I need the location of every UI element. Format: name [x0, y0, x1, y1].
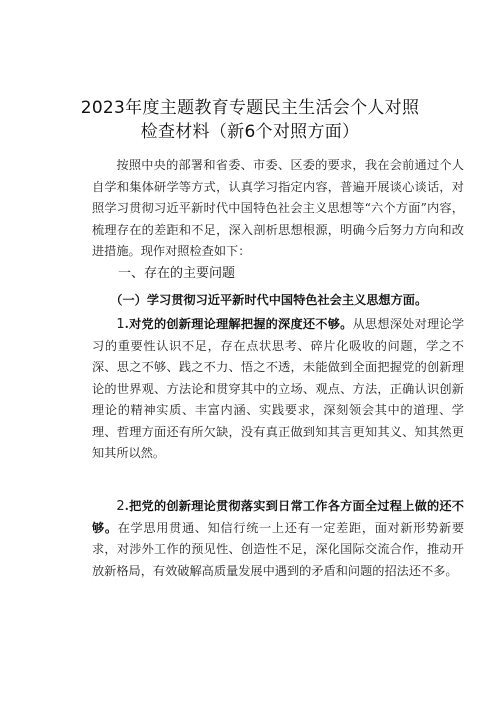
document-title-line-1: 2023年度主题教育专题民主生活会个人对照 — [80, 98, 420, 118]
problem-item-1-number: 1 — [116, 317, 125, 332]
problem-item-2 — [92, 496, 464, 582]
document-title-line-2: 检查材料（新6个对照方面） — [140, 122, 360, 142]
problem-item-1 — [92, 314, 464, 465]
problem-item-1-text: 从思想深处对理论学习的重要性认识不足，存在点状思考、碎片化吸收的问题，学之不深、思之不够、践之不力、悟之不透，未能做到全面把握党的创新理论的世界观、方法论和贯穿其中的立场、观点、方法，正确认识创新理论的精神实质、丰富内涵、实践要求，深刻领会其中的道理、学理、哲理方面还有所欠缺，没有真正做到知其言更知其义、知其然更知其所以然。 — [92, 317, 465, 460]
subsection-heading-theory: （一）学习贯彻习近平新时代中国特色社会主义思想方面。 — [110, 293, 428, 307]
intro-paragraph: 按照中央的部署和省委、市委、区委的要求，我在会前通过个人自学和集体研学等方式，认真学习指定内容，普遍开展谈心谈话，对照学习贯彻习近平新时代中国特色社会主义思想等“六个方面”内容，梳理存在的差距和不足，深入剖析思想根源，明确今后努力方向和改进措施。现作对照检查如下： — [92, 158, 464, 258]
problem-item-1-lead: .对党的创新理论理解把握的深度还不够。 — [124, 317, 353, 331]
problem-item-2-lead: .把党的创新理论贯彻落实到日常工作各方面全过程上做的还不够。 — [92, 499, 464, 535]
section-heading-problems: 一、存在的主要问题 — [118, 266, 236, 281]
problem-item-2-number: 2 — [116, 499, 125, 514]
problem-item-2-text: 在学思用贯通、知信行统一上还有一定差距，面对新形势新要求，对涉外工作的预见性、创造性不足，深化国际交流合作，推动开放新格局，有效破解高质量发展中遇到的矛盾和问题的招法还不多。 — [92, 520, 465, 578]
